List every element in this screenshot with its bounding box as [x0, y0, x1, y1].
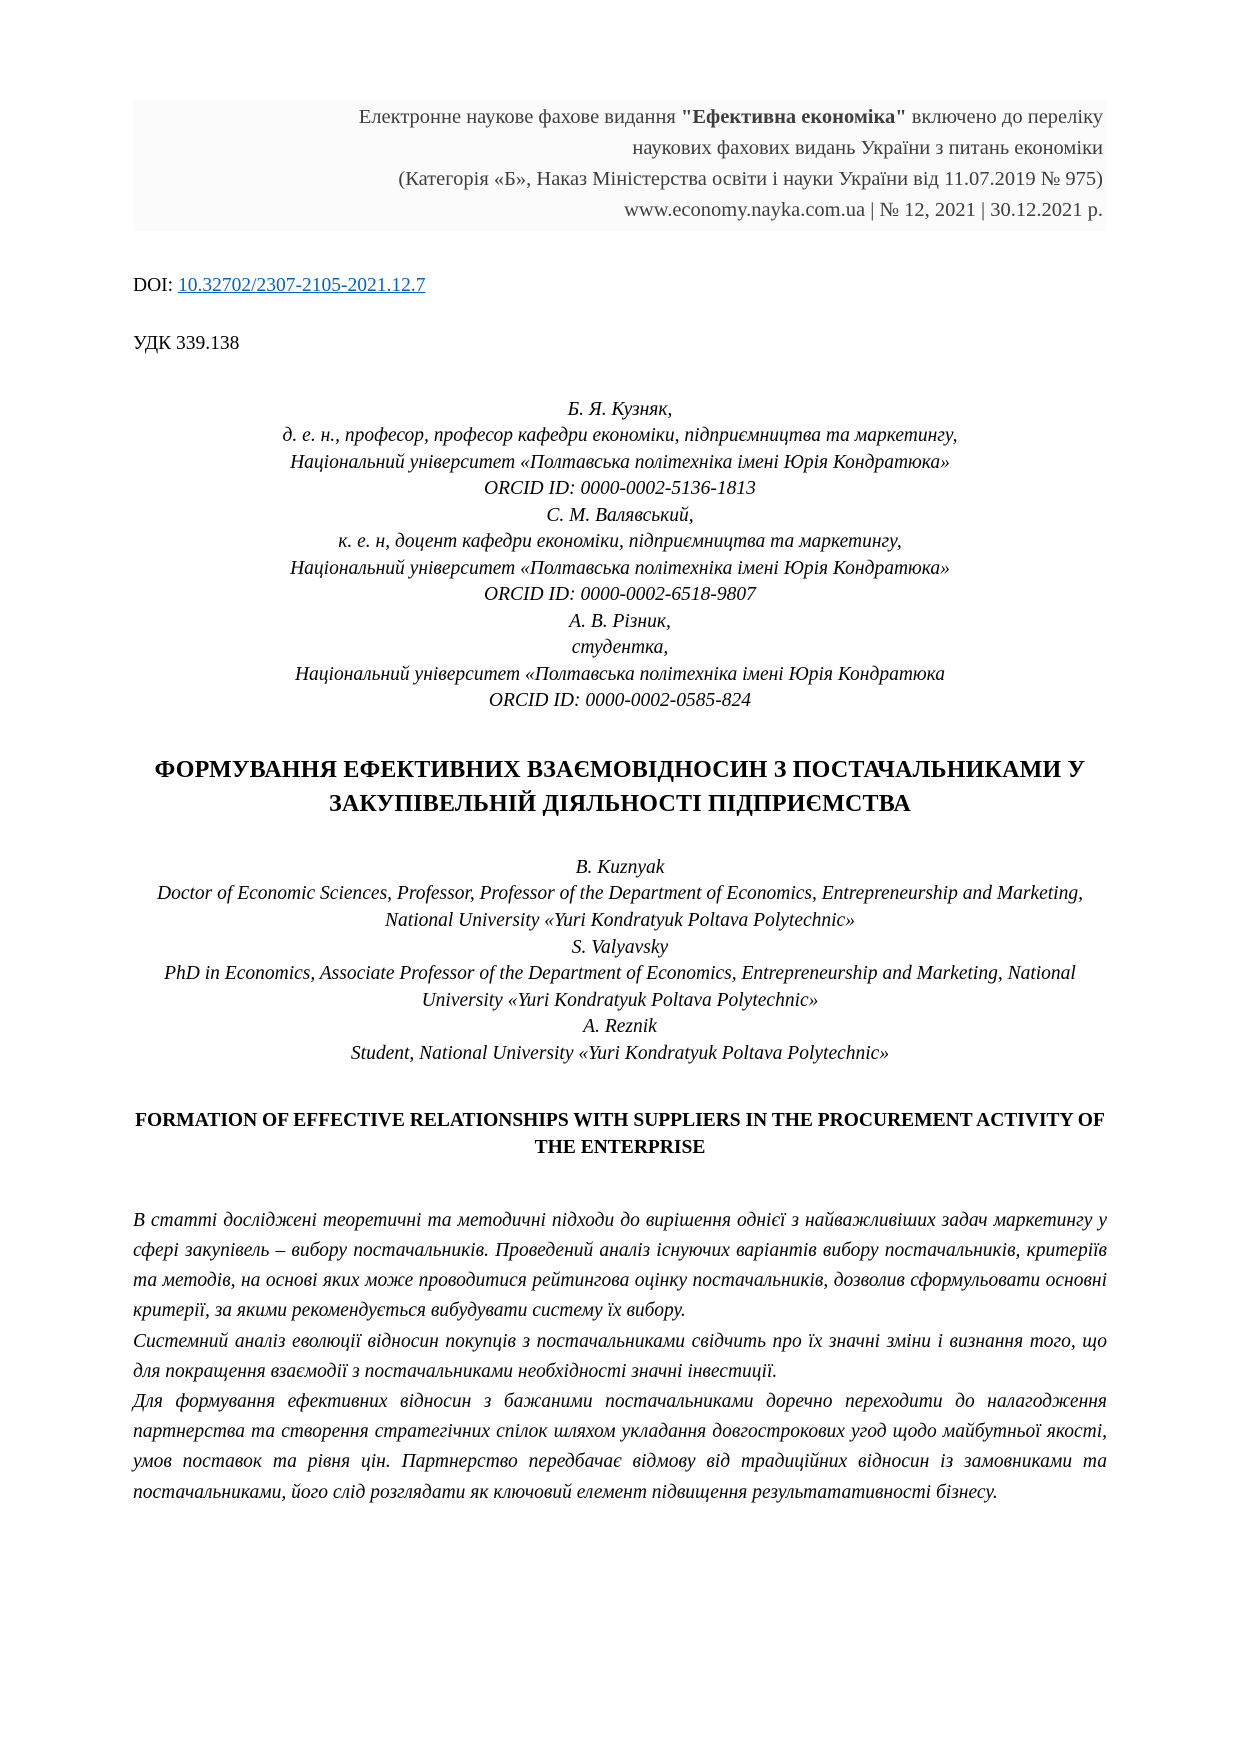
masthead-line-4-issue-info: www.economy.nayka.com.ua | № 12, 2021 | 30.12.2021 р. — [624, 199, 1103, 222]
masthead-line-3: (Категорія «Б», Наказ Міністерства освіти і науки України від 11.07.2019 № 975) — [398, 168, 1103, 191]
author-uk-orcid: ORCID ID: 0000-0002-6518-9807 — [484, 584, 756, 606]
abstract-paragraph: Для формування ефективних відносин з бажаними постачальниками доречно переходити до налагодження партнерства та створення стратегічних спілок шляхом укладання довгострокових угод щодо майбутньої якості, умов поставок та рівня цін. Партнерство передбачає відмову від традиційних відносин із замовниками та постачальниками, його слід розглядати як ключовий елемент підвищення результатативності бізнесу. — [133, 1391, 1107, 1503]
author-uk-affiliation: к. е. н, доцент кафедри економіки, підприємництва та маркетингу, — [338, 531, 902, 553]
author-en-name: S. Valyavsky — [571, 936, 669, 958]
author-uk-affiliation: студентка, — [571, 637, 669, 659]
doi-link[interactable]: 10.32702/2307-2105-2021.12.7 — [177, 274, 426, 296]
author-en-affiliation: Student, National University «Yuri Kondratyuk Poltava Polytechnic» — [350, 1042, 890, 1064]
author-uk-name: Б. Я. Кузняк, — [567, 398, 673, 420]
paper-title-uk: ФОРМУВАННЯ ЕФЕКТИВНИХ ВЗАЄМОВІДНОСИН З ПОСТАЧАЛЬНИКАМИ У ЗАКУПІВЕЛЬНІЙ ДІЯЛЬНОСТІ ПІДПРИЄМСТВА — [154, 756, 1086, 817]
author-uk-orcid: ORCID ID: 0000-0002-0585-824 — [488, 690, 752, 712]
authors-block-en — [133, 855, 1107, 1067]
paper-title-en: FORMATION OF EFFECTIVE RELATIONSHIPS WITH SUPPLIERS IN THE PROCUREMENT ACTIVITY OF THE ENTERPRISE — [135, 1110, 1105, 1159]
abstract-paragraph: В статті досліджені теоретичні та методичні підходи до вирішення однієї з найважливіших задач маркетингу у сфері закупівель – вибору постачальників. Проведений аналіз існуючих варіантів вибору постачальників, критеріїв та методів, на основі яких може проводитися рейтингова оцінку постачальників, дозволив сформульовати основні критерії, за якими рекомендується вибудувати систему їх вибору. — [133, 1209, 1107, 1322]
author-en-name: A. Reznik — [583, 1016, 657, 1038]
author-en-affiliation: PhD in Economics, Associate Professor of the Department of Economics, Entrepreneurship and Marketing, National University «Yuri Kondratyuk Poltava Polytechnic» — [164, 963, 1076, 1011]
author-en-affiliation: Doctor of Economic Sciences, Professor, Professor of the Department of Economics, Entrepreneurship and Marketing, National University «Yuri Kondratyuk Poltava Polytechnic» — [157, 883, 1083, 931]
author-uk-name: С. М. Валявський, — [546, 504, 694, 526]
authors-block-uk — [133, 397, 1107, 715]
author-uk-university: Національний університет «Полтавська політехніка імені Юрія Кондратюка» — [290, 557, 950, 579]
abstract-paragraph: Системний аналіз еволюції відносин покупців з постачальниками свідчить про їх значні зміни і визнання того, що для покращення взаємодії з постачальниками необхідності значні інвестиції. — [133, 1330, 1107, 1382]
doi-label: DOI: — [133, 274, 178, 296]
journal-masthead — [133, 100, 1107, 231]
author-en-name: B. Kuznyak — [575, 856, 665, 878]
masthead-line1-post: включено до переліку — [906, 106, 1103, 128]
doi-line — [133, 275, 1107, 297]
udc-code: УДК 339.138 — [133, 332, 240, 354]
author-uk-university: Національний університет «Полтавська політехніка імені Юрія Кондратюка — [294, 663, 946, 685]
abstract-uk — [133, 1206, 1107, 1508]
masthead-line-2: наукових фахових видань України з питань економіки — [632, 137, 1103, 160]
author-uk-orcid: ORCID ID: 0000-0002-5136-1813 — [484, 478, 756, 500]
author-uk-affiliation: д. е. н., професор, професор кафедри економіки, підприємництва та маркетингу, — [282, 425, 958, 447]
author-uk-name: А. В. Різник, — [569, 610, 671, 632]
author-uk-university: Національний університет «Полтавська політехніка імені Юрія Кондратюка» — [290, 451, 950, 473]
masthead-line1-pre: Електронне наукове фахове видання — [358, 106, 681, 128]
journal-name: "Ефективна економіка" — [681, 106, 907, 128]
masthead-line-1 — [137, 102, 1103, 133]
